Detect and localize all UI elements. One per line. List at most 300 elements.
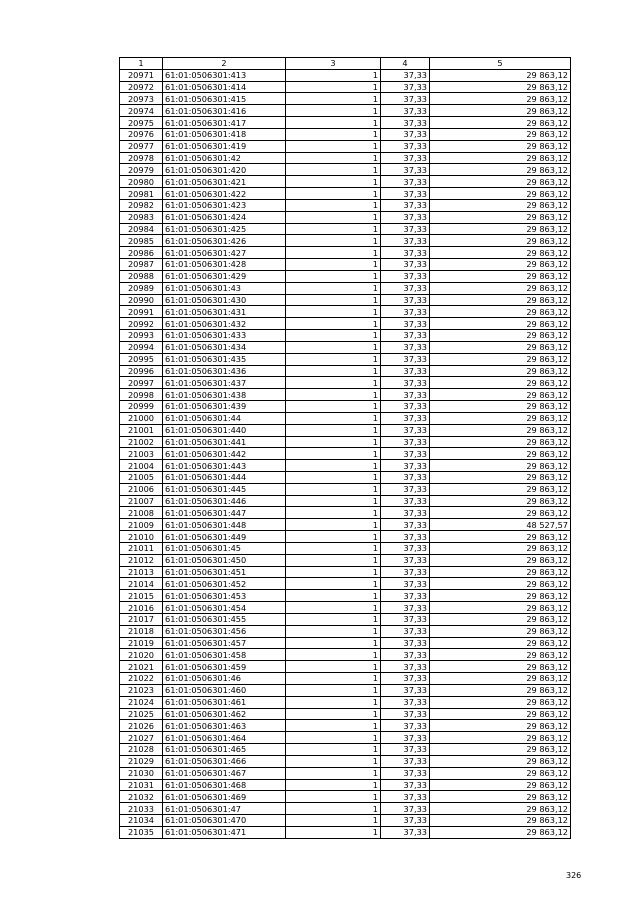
area-cell: 37,33 <box>381 566 430 578</box>
count-cell: 1 <box>286 294 381 306</box>
value-cell: 29 863,12 <box>430 152 571 164</box>
row-number-cell: 20995 <box>120 353 163 365</box>
cadastral-number-cell: 61:01:0506301:422 <box>163 188 286 200</box>
area-cell: 37,33 <box>381 460 430 472</box>
value-cell: 29 863,12 <box>430 542 571 554</box>
value-cell: 29 863,12 <box>430 199 571 211</box>
value-cell: 48 527,57 <box>430 519 571 531</box>
cadastral-number-cell: 61:01:0506301:423 <box>163 199 286 211</box>
cadastral-number-cell: 61:01:0506301:420 <box>163 164 286 176</box>
count-cell: 1 <box>286 270 381 282</box>
page-number: 326 <box>566 871 582 880</box>
area-cell: 37,33 <box>381 259 430 271</box>
row-number-cell: 21012 <box>120 554 163 566</box>
area-cell: 37,33 <box>381 519 430 531</box>
row-number-cell: 21016 <box>120 602 163 614</box>
row-number-cell: 21024 <box>120 696 163 708</box>
table-row <box>120 779 571 791</box>
count-cell: 1 <box>286 507 381 519</box>
count-cell: 1 <box>286 684 381 696</box>
table-row <box>120 815 571 827</box>
count-cell: 1 <box>286 732 381 744</box>
area-cell: 37,33 <box>381 483 430 495</box>
row-number-cell: 21019 <box>120 637 163 649</box>
area-cell: 37,33 <box>381 613 430 625</box>
area-cell: 37,33 <box>381 377 430 389</box>
table-row <box>120 696 571 708</box>
value-cell: 29 863,12 <box>430 554 571 566</box>
area-cell: 37,33 <box>381 365 430 377</box>
value-cell: 29 863,12 <box>430 684 571 696</box>
header-row <box>120 58 571 70</box>
value-cell: 29 863,12 <box>430 720 571 732</box>
area-cell: 37,33 <box>381 140 430 152</box>
table-row <box>120 649 571 661</box>
table-row <box>120 531 571 543</box>
cadastral-number-cell: 61:01:0506301:465 <box>163 744 286 756</box>
count-cell: 1 <box>286 720 381 732</box>
cadastral-number-cell: 61:01:0506301:464 <box>163 732 286 744</box>
cadastral-number-cell: 61:01:0506301:450 <box>163 554 286 566</box>
count-cell: 1 <box>286 803 381 815</box>
value-cell: 29 863,12 <box>430 495 571 507</box>
cadastral-number-cell: 61:01:0506301:421 <box>163 176 286 188</box>
table-row <box>120 613 571 625</box>
count-cell: 1 <box>286 661 381 673</box>
count-cell: 1 <box>286 436 381 448</box>
count-cell: 1 <box>286 448 381 460</box>
table-row <box>120 188 571 200</box>
table-row <box>120 720 571 732</box>
area-cell: 37,33 <box>381 282 430 294</box>
area-cell: 37,33 <box>381 826 430 838</box>
cadastral-number-cell: 61:01:0506301:438 <box>163 389 286 401</box>
row-number-cell: 20987 <box>120 259 163 271</box>
table-row <box>120 708 571 720</box>
area-cell: 37,33 <box>381 199 430 211</box>
value-cell: 29 863,12 <box>430 353 571 365</box>
area-cell: 37,33 <box>381 152 430 164</box>
area-cell: 37,33 <box>381 531 430 543</box>
cadastral-number-cell: 61:01:0506301:441 <box>163 436 286 448</box>
table-row <box>120 578 571 590</box>
area-cell: 37,33 <box>381 164 430 176</box>
cadastral-number-cell: 61:01:0506301:437 <box>163 377 286 389</box>
row-number-cell: 20981 <box>120 188 163 200</box>
count-cell: 1 <box>286 365 381 377</box>
count-cell: 1 <box>286 590 381 602</box>
table-row <box>120 554 571 566</box>
cadastral-number-cell: 61:01:0506301:416 <box>163 105 286 117</box>
row-number-cell: 21025 <box>120 708 163 720</box>
count-cell: 1 <box>286 235 381 247</box>
row-number-cell: 21014 <box>120 578 163 590</box>
row-number-cell: 20977 <box>120 140 163 152</box>
table-row <box>120 93 571 105</box>
area-cell: 37,33 <box>381 318 430 330</box>
table-row <box>120 803 571 815</box>
count-cell: 1 <box>286 531 381 543</box>
table-body <box>120 69 571 838</box>
area-cell: 37,33 <box>381 424 430 436</box>
table-row <box>120 495 571 507</box>
cadastral-number-cell: 61:01:0506301:413 <box>163 69 286 81</box>
area-cell: 37,33 <box>381 554 430 566</box>
count-cell: 1 <box>286 330 381 342</box>
table-row <box>120 566 571 578</box>
row-number-cell: 20994 <box>120 341 163 353</box>
value-cell: 29 863,12 <box>430 306 571 318</box>
table-row <box>120 164 571 176</box>
area-cell: 37,33 <box>381 696 430 708</box>
table-row <box>120 294 571 306</box>
cadastral-number-cell: 61:01:0506301:426 <box>163 235 286 247</box>
value-cell: 29 863,12 <box>430 732 571 744</box>
value-cell: 29 863,12 <box>430 412 571 424</box>
value-cell: 29 863,12 <box>430 270 571 282</box>
cadastral-number-cell: 61:01:0506301:442 <box>163 448 286 460</box>
area-cell: 37,33 <box>381 105 430 117</box>
row-number-cell: 21003 <box>120 448 163 460</box>
table-row <box>120 684 571 696</box>
value-cell: 29 863,12 <box>430 188 571 200</box>
area-cell: 37,33 <box>381 81 430 93</box>
table-row <box>120 542 571 554</box>
area-cell: 37,33 <box>381 117 430 129</box>
cadastral-number-cell: 61:01:0506301:458 <box>163 649 286 661</box>
table-row <box>120 270 571 282</box>
count-cell: 1 <box>286 708 381 720</box>
count-cell: 1 <box>286 673 381 685</box>
cadastral-number-cell: 61:01:0506301:459 <box>163 661 286 673</box>
value-cell: 29 863,12 <box>430 365 571 377</box>
value-cell: 29 863,12 <box>430 755 571 767</box>
value-cell: 29 863,12 <box>430 815 571 827</box>
row-number-cell: 20984 <box>120 223 163 235</box>
value-cell: 29 863,12 <box>430 471 571 483</box>
cadastral-number-cell: 61:01:0506301:460 <box>163 684 286 696</box>
cadastral-number-cell: 61:01:0506301:469 <box>163 791 286 803</box>
column-header-3: 3 <box>286 58 381 70</box>
column-header-2: 2 <box>163 58 286 70</box>
row-number-cell: 20976 <box>120 128 163 140</box>
table-row <box>120 507 571 519</box>
row-number-cell: 20973 <box>120 93 163 105</box>
row-number-cell: 21031 <box>120 779 163 791</box>
cadastral-number-cell: 61:01:0506301:456 <box>163 625 286 637</box>
count-cell: 1 <box>286 815 381 827</box>
area-cell: 37,33 <box>381 471 430 483</box>
table-row <box>120 791 571 803</box>
count-cell: 1 <box>286 211 381 223</box>
count-cell: 1 <box>286 353 381 365</box>
cadastral-number-cell: 61:01:0506301:454 <box>163 602 286 614</box>
value-cell: 29 863,12 <box>430 708 571 720</box>
table-row <box>120 744 571 756</box>
count-cell: 1 <box>286 649 381 661</box>
row-number-cell: 20996 <box>120 365 163 377</box>
count-cell: 1 <box>286 259 381 271</box>
row-number-cell: 20986 <box>120 247 163 259</box>
cadastral-number-cell: 61:01:0506301:440 <box>163 424 286 436</box>
table-row <box>120 365 571 377</box>
cadastral-number-cell: 61:01:0506301:418 <box>163 128 286 140</box>
count-cell: 1 <box>286 637 381 649</box>
value-cell: 29 863,12 <box>430 696 571 708</box>
row-number-cell: 20985 <box>120 235 163 247</box>
table-row <box>120 401 571 413</box>
row-number-cell: 20974 <box>120 105 163 117</box>
count-cell: 1 <box>286 389 381 401</box>
table-row <box>120 448 571 460</box>
value-cell: 29 863,12 <box>430 649 571 661</box>
table-row <box>120 199 571 211</box>
count-cell: 1 <box>286 744 381 756</box>
value-cell: 29 863,12 <box>430 483 571 495</box>
table-row <box>120 460 571 472</box>
cadastral-number-cell: 61:01:0506301:448 <box>163 519 286 531</box>
area-cell: 37,33 <box>381 353 430 365</box>
row-number-cell: 20983 <box>120 211 163 223</box>
value-cell: 29 863,12 <box>430 673 571 685</box>
area-cell: 37,33 <box>381 542 430 554</box>
area-cell: 37,33 <box>381 247 430 259</box>
table-row <box>120 661 571 673</box>
table-row <box>120 211 571 223</box>
count-cell: 1 <box>286 223 381 235</box>
area-cell: 37,33 <box>381 223 430 235</box>
table-row <box>120 176 571 188</box>
count-cell: 1 <box>286 471 381 483</box>
cadastral-number-cell: 61:01:0506301:447 <box>163 507 286 519</box>
count-cell: 1 <box>286 176 381 188</box>
table-row <box>120 282 571 294</box>
data-table <box>119 57 571 839</box>
cadastral-number-cell: 61:01:0506301:463 <box>163 720 286 732</box>
count-cell: 1 <box>286 117 381 129</box>
row-number-cell: 21030 <box>120 767 163 779</box>
cadastral-number-cell: 61:01:0506301:462 <box>163 708 286 720</box>
value-cell: 29 863,12 <box>430 176 571 188</box>
cadastral-number-cell: 61:01:0506301:455 <box>163 613 286 625</box>
value-cell: 29 863,12 <box>430 436 571 448</box>
table-row <box>120 637 571 649</box>
table-row <box>120 483 571 495</box>
row-number-cell: 20992 <box>120 318 163 330</box>
count-cell: 1 <box>286 69 381 81</box>
row-number-cell: 21033 <box>120 803 163 815</box>
row-number-cell: 21021 <box>120 661 163 673</box>
value-cell: 29 863,12 <box>430 223 571 235</box>
area-cell: 37,33 <box>381 684 430 696</box>
area-cell: 37,33 <box>381 815 430 827</box>
cadastral-number-cell: 61:01:0506301:444 <box>163 471 286 483</box>
area-cell: 37,33 <box>381 578 430 590</box>
value-cell: 29 863,12 <box>430 566 571 578</box>
value-cell: 29 863,12 <box>430 330 571 342</box>
cadastral-number-cell: 61:01:0506301:435 <box>163 353 286 365</box>
row-number-cell: 21010 <box>120 531 163 543</box>
cadastral-number-cell: 61:01:0506301:428 <box>163 259 286 271</box>
row-number-cell: 20982 <box>120 199 163 211</box>
cadastral-number-cell: 61:01:0506301:427 <box>163 247 286 259</box>
value-cell: 29 863,12 <box>430 767 571 779</box>
area-cell: 37,33 <box>381 791 430 803</box>
area-cell: 37,33 <box>381 389 430 401</box>
column-header-4: 4 <box>381 58 430 70</box>
row-number-cell: 21034 <box>120 815 163 827</box>
value-cell: 29 863,12 <box>430 602 571 614</box>
table-row <box>120 306 571 318</box>
row-number-cell: 20998 <box>120 389 163 401</box>
row-number-cell: 21032 <box>120 791 163 803</box>
table-row <box>120 471 571 483</box>
count-cell: 1 <box>286 779 381 791</box>
value-cell: 29 863,12 <box>430 81 571 93</box>
table-row <box>120 341 571 353</box>
count-cell: 1 <box>286 578 381 590</box>
area-cell: 37,33 <box>381 93 430 105</box>
value-cell: 29 863,12 <box>430 448 571 460</box>
cadastral-number-cell: 61:01:0506301:432 <box>163 318 286 330</box>
count-cell: 1 <box>286 247 381 259</box>
cadastral-number-cell: 61:01:0506301:431 <box>163 306 286 318</box>
count-cell: 1 <box>286 424 381 436</box>
table-row <box>120 117 571 129</box>
count-cell: 1 <box>286 140 381 152</box>
row-number-cell: 20979 <box>120 164 163 176</box>
value-cell: 29 863,12 <box>430 661 571 673</box>
table-row <box>120 105 571 117</box>
row-number-cell: 21018 <box>120 625 163 637</box>
value-cell: 29 863,12 <box>430 625 571 637</box>
table-row <box>120 128 571 140</box>
count-cell: 1 <box>286 826 381 838</box>
row-number-cell: 21007 <box>120 495 163 507</box>
count-cell: 1 <box>286 767 381 779</box>
cadastral-number-cell: 61:01:0506301:457 <box>163 637 286 649</box>
table-row <box>120 140 571 152</box>
table-row <box>120 353 571 365</box>
table-row <box>120 69 571 81</box>
table-row <box>120 826 571 838</box>
value-cell: 29 863,12 <box>430 105 571 117</box>
row-number-cell: 21013 <box>120 566 163 578</box>
cadastral-number-cell: 61:01:0506301:433 <box>163 330 286 342</box>
cadastral-number-cell: 61:01:0506301:439 <box>163 401 286 413</box>
table-row <box>120 436 571 448</box>
value-cell: 29 863,12 <box>430 424 571 436</box>
cadastral-number-cell: 61:01:0506301:424 <box>163 211 286 223</box>
row-number-cell: 20990 <box>120 294 163 306</box>
row-number-cell: 21008 <box>120 507 163 519</box>
value-cell: 29 863,12 <box>430 803 571 815</box>
cadastral-number-cell: 61:01:0506301:419 <box>163 140 286 152</box>
area-cell: 37,33 <box>381 602 430 614</box>
table-row <box>120 259 571 271</box>
cadastral-number-cell: 61:01:0506301:44 <box>163 412 286 424</box>
value-cell: 29 863,12 <box>430 744 571 756</box>
area-cell: 37,33 <box>381 767 430 779</box>
row-number-cell: 20993 <box>120 330 163 342</box>
table-row <box>120 625 571 637</box>
count-cell: 1 <box>286 93 381 105</box>
area-cell: 37,33 <box>381 448 430 460</box>
area-cell: 37,33 <box>381 744 430 756</box>
cadastral-number-cell: 61:01:0506301:43 <box>163 282 286 294</box>
count-cell: 1 <box>286 318 381 330</box>
cadastral-number-cell: 61:01:0506301:468 <box>163 779 286 791</box>
count-cell: 1 <box>286 164 381 176</box>
cadastral-number-cell: 61:01:0506301:452 <box>163 578 286 590</box>
count-cell: 1 <box>286 199 381 211</box>
row-number-cell: 21027 <box>120 732 163 744</box>
value-cell: 29 863,12 <box>430 117 571 129</box>
area-cell: 37,33 <box>381 436 430 448</box>
row-number-cell: 20988 <box>120 270 163 282</box>
table-row <box>120 223 571 235</box>
area-cell: 37,33 <box>381 69 430 81</box>
cadastral-number-cell: 61:01:0506301:466 <box>163 755 286 767</box>
count-cell: 1 <box>286 105 381 117</box>
count-cell: 1 <box>286 542 381 554</box>
area-cell: 37,33 <box>381 755 430 767</box>
value-cell: 29 863,12 <box>430 282 571 294</box>
count-cell: 1 <box>286 483 381 495</box>
count-cell: 1 <box>286 613 381 625</box>
row-number-cell: 21006 <box>120 483 163 495</box>
count-cell: 1 <box>286 625 381 637</box>
area-cell: 37,33 <box>381 732 430 744</box>
value-cell: 29 863,12 <box>430 294 571 306</box>
row-number-cell: 21022 <box>120 673 163 685</box>
count-cell: 1 <box>286 696 381 708</box>
table-row <box>120 755 571 767</box>
row-number-cell: 20980 <box>120 176 163 188</box>
value-cell: 29 863,12 <box>430 613 571 625</box>
row-number-cell: 21004 <box>120 460 163 472</box>
cadastral-number-cell: 61:01:0506301:461 <box>163 696 286 708</box>
cadastral-number-cell: 61:01:0506301:449 <box>163 531 286 543</box>
count-cell: 1 <box>286 401 381 413</box>
row-number-cell: 20978 <box>120 152 163 164</box>
value-cell: 29 863,12 <box>430 377 571 389</box>
area-cell: 37,33 <box>381 673 430 685</box>
cadastral-number-cell: 61:01:0506301:415 <box>163 93 286 105</box>
area-cell: 37,33 <box>381 649 430 661</box>
table-row <box>120 377 571 389</box>
row-number-cell: 21023 <box>120 684 163 696</box>
row-number-cell: 20991 <box>120 306 163 318</box>
area-cell: 37,33 <box>381 637 430 649</box>
area-cell: 37,33 <box>381 661 430 673</box>
area-cell: 37,33 <box>381 412 430 424</box>
column-header-1: 1 <box>120 58 163 70</box>
area-cell: 37,33 <box>381 128 430 140</box>
value-cell: 29 863,12 <box>430 69 571 81</box>
table-row <box>120 81 571 93</box>
value-cell: 29 863,12 <box>430 637 571 649</box>
count-cell: 1 <box>286 554 381 566</box>
value-cell: 29 863,12 <box>430 211 571 223</box>
area-cell: 37,33 <box>381 803 430 815</box>
row-number-cell: 21001 <box>120 424 163 436</box>
row-number-cell: 21015 <box>120 590 163 602</box>
row-number-cell: 21020 <box>120 649 163 661</box>
count-cell: 1 <box>286 341 381 353</box>
value-cell: 29 863,12 <box>430 578 571 590</box>
table-row <box>120 247 571 259</box>
